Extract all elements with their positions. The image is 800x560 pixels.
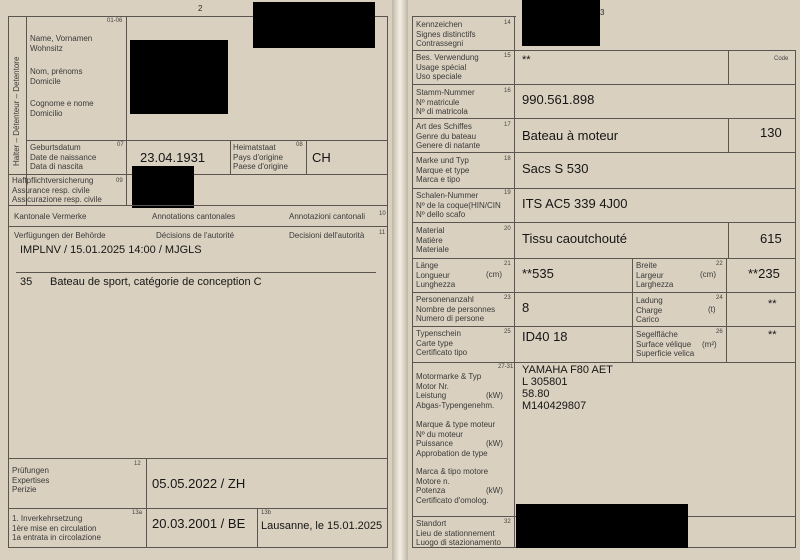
home-state-label: Heimatstaat Pays d'origine Paese d'origine <box>233 143 288 171</box>
ship-type-value: Bateau à moteur <box>522 128 619 143</box>
field-number: 24 <box>716 295 723 301</box>
field-number: 07 <box>117 142 124 148</box>
code-label: Code <box>774 56 789 62</box>
load-label: Ladung Charge Carico <box>636 296 663 324</box>
field-number: 11 <box>379 230 386 236</box>
field-number: 27-31 <box>498 364 514 370</box>
field-number: 23 <box>504 295 511 301</box>
matricule-value: 990.561.898 <box>522 92 595 107</box>
left-page <box>0 0 392 560</box>
exams-label: Prüfungen Expertises Perizie <box>12 466 50 494</box>
birth-label: Geburtsdatum Date de naissance Data di nascita <box>30 143 97 171</box>
width-label: Breite Largeur Larghezza <box>636 261 674 289</box>
persons-value: 8 <box>522 300 530 315</box>
holder-label-de: Name, Vornamen Wohnsitz <box>30 34 93 53</box>
engine-labels-de: Motormarke & Typ Motor Nr. Leistung Abgas-Typengenehm. <box>416 372 495 410</box>
right-page <box>408 0 800 560</box>
exams-value: 05.05.2022 / ZH <box>152 476 246 491</box>
first-circulation-value: 20.03.2001 / BE <box>152 516 246 531</box>
field-number: 15 <box>504 53 511 59</box>
redacted-station <box>516 504 688 548</box>
cantonal-label-de: Kantonale Vermerke <box>14 212 87 221</box>
book-gutter <box>392 0 408 560</box>
field-number: 14 <box>504 20 511 26</box>
ship-type-code: 130 <box>760 125 782 140</box>
station-label: Standort Lieu de stationnement Luogo di stazionamento <box>416 519 501 547</box>
page-number-right: 3 <box>600 8 605 17</box>
authority-line-2: Bateau de sport, catégorie de conception C <box>50 276 262 288</box>
redacted-holder-name <box>130 40 228 114</box>
first-circulation-label: 1. Inverkehrsetzung 1ère mise en circulation 1a entrata in circolazione <box>12 514 101 542</box>
authority-label-de: Verfügungen der Behörde <box>14 231 106 240</box>
hull-value: ITS AC5 339 4J00 <box>522 196 628 211</box>
field-number: 21 <box>504 261 511 267</box>
material-label: Material Matière Materiale <box>416 226 449 254</box>
cantonal-label-it: Annotazioni cantonali <box>289 212 366 221</box>
width-value: **235 <box>748 266 780 281</box>
cantonal-label-fr: Annotations cantonales <box>152 212 236 221</box>
field-number: 08 <box>296 142 303 148</box>
field-number: 16 <box>504 88 511 94</box>
field-number: 20 <box>504 226 511 232</box>
material-code: 615 <box>760 231 782 246</box>
field-number: 26 <box>716 329 723 335</box>
field-number: 17 <box>504 122 511 128</box>
redacted-header <box>253 2 375 48</box>
special-use-value: ** <box>522 54 531 66</box>
field-number: 09 <box>116 178 123 184</box>
field-number: 10 <box>379 211 386 217</box>
field-number: 25 <box>504 329 511 335</box>
ship-type-label: Art des Schiffes Genre du bateau Genere di natante <box>416 122 481 150</box>
holder-label-fr: Nom, prénoms Domicile <box>30 67 83 86</box>
matricule-label: Stamm-Nummer Nº matricule Nº di matricola <box>416 88 475 116</box>
engine-labels-fr: Marque & type moteur Nº du moteur Puissance Approbation de type <box>416 420 496 458</box>
issue-place-date: Lausanne, le 15.01.2025 <box>261 520 383 532</box>
home-state-value: CH <box>312 150 331 165</box>
hull-label: Schalen-Nummer Nº de la coque(HIN/CIN Nº dello scafo <box>416 191 501 219</box>
engine-power-unit: (kW) <box>486 391 503 400</box>
authority-label-fr: Décisions de l'autorité <box>156 231 235 240</box>
authority-label-it: Decisioni dell'autorità <box>289 231 365 240</box>
load-value: ** <box>768 298 777 310</box>
holder-label-it: Cognome e nome Domicilio <box>30 99 94 118</box>
sail-area-label: Segelfläche Surface vélique Superficie velica <box>636 330 695 358</box>
width-unit: (cm) <box>700 270 716 279</box>
sail-area-value: ** <box>768 329 777 341</box>
special-use-label: Bes. Verwendung Usage spécial Uso speciale <box>416 53 479 81</box>
redacted-insurance <box>132 166 194 208</box>
holder-side-label: Halter – Détenteur – Detentore <box>12 56 21 166</box>
redacted-header <box>522 0 600 46</box>
field-number: 18 <box>504 156 511 162</box>
field-number: 19 <box>504 190 511 196</box>
authority-line-1: IMPLNV / 15.01.2025 14:00 / MJGLS <box>20 244 202 256</box>
field-number: 01-06 <box>107 18 123 24</box>
insurance-label: Haftpflichtversicherung Assurance resp. civile Assicurazione resp. civile <box>12 176 102 204</box>
field-number: 22 <box>716 261 723 267</box>
authority-code: 35 <box>20 276 33 288</box>
make-value: Sacs S 530 <box>522 161 589 176</box>
field-number: 12 <box>134 461 141 467</box>
length-unit: (cm) <box>486 270 502 279</box>
plate-label: Kennzeichen Signes distinctifs Contrassegni <box>416 20 476 48</box>
engine-power-unit: (kW) <box>486 439 503 448</box>
persons-label: Personenanzahl Nombre de personnes Numero di persone <box>416 295 496 323</box>
field-number: 13b <box>261 510 272 516</box>
page-number-left: 2 <box>198 4 203 13</box>
field-number: 32 <box>504 519 511 525</box>
field-number: 13a <box>132 510 143 516</box>
birth-date-value: 23.04.1931 <box>140 150 206 165</box>
length-label: Länge Longueur Lunghezza <box>416 261 456 289</box>
material-value: Tissu caoutchouté <box>522 231 628 246</box>
type-cert-value: ID40 18 <box>522 329 568 344</box>
make-label: Marke und Typ Marque et type Marca e tipo <box>416 156 470 184</box>
sail-area-unit: (m²) <box>702 340 717 349</box>
engine-labels-it: Marca & tipo motore Motore n. Potenza Certificato d'omolog. <box>416 467 489 505</box>
load-unit: (t) <box>708 305 716 314</box>
length-value: **535 <box>522 266 554 281</box>
engine-values: YAMAHA F80 AET L 305801 58.80 M140429807 <box>522 364 613 412</box>
engine-power-unit: (kW) <box>486 486 503 495</box>
type-cert-label: Typenschein Carte type Certificato tipo <box>416 329 468 357</box>
